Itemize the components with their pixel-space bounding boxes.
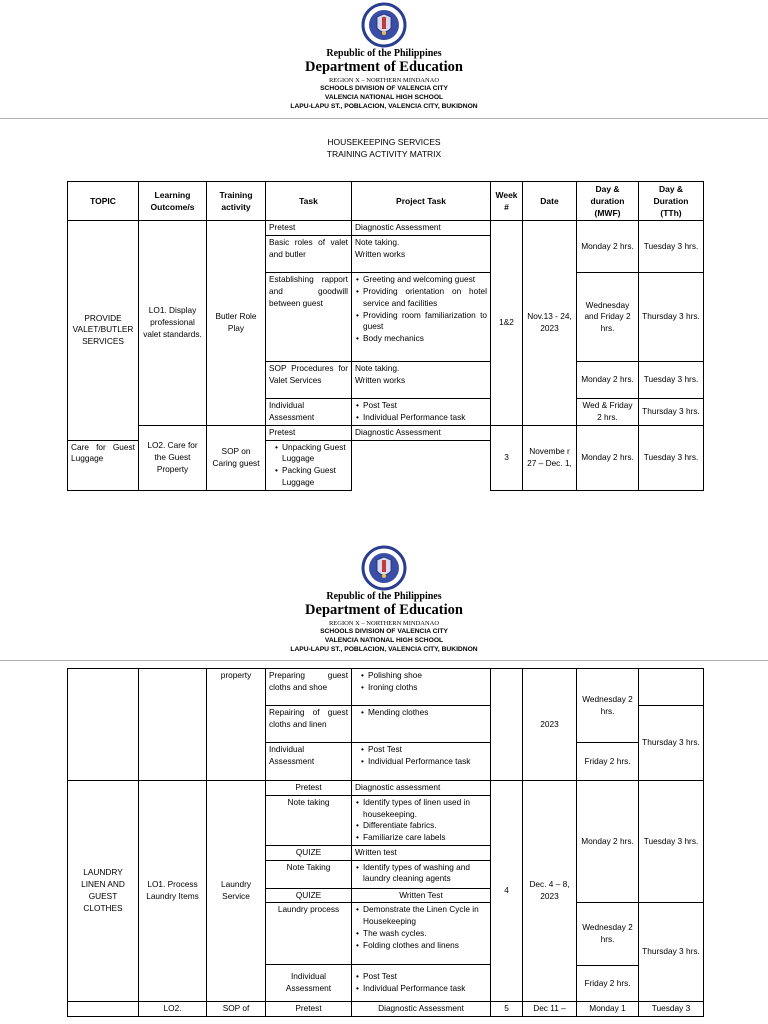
deped-seal-icon — [357, 545, 411, 591]
list-item: • Identify types of linen used in housekeeping. — [355, 797, 487, 821]
project-task-cell — [352, 399, 491, 426]
col-header-date: Date — [523, 182, 577, 221]
training-activity-cell: Butler Role Play — [207, 221, 266, 426]
tth-cell — [639, 669, 704, 706]
mwf-cell: Monday 1 — [577, 1001, 639, 1016]
list-item: • Body mechanics — [355, 333, 487, 345]
project-task-cell — [266, 440, 352, 490]
project-task-cell — [352, 860, 491, 888]
task-cell: Laundry process — [266, 903, 352, 965]
project-task-cell: Diagnostic Assessment — [352, 1001, 491, 1016]
tth-cell: Tuesday 3 hrs. — [639, 781, 704, 903]
table-row — [68, 1001, 704, 1016]
project-task-cell: Diagnostic assessment — [352, 781, 491, 796]
table-row — [68, 669, 704, 706]
col-header-mwf: Day & duration (MWF) — [577, 182, 639, 221]
task-cell: QUIZE — [266, 845, 352, 860]
school-label: VALENCIA NATIONAL HIGH SCHOOL — [324, 637, 444, 644]
date-cell: Nov.13 - 24, 2023 — [523, 221, 577, 426]
list-item: • Packing Guest Luggage — [274, 465, 348, 489]
tth-cell: Thursday 3 hrs. — [639, 399, 704, 426]
topic-cell: PROVIDE VALET/BUTLER SERVICES — [68, 221, 139, 440]
task-cell: Pretest — [266, 221, 352, 236]
project-task-cell — [352, 236, 491, 273]
project-task-cell — [352, 903, 491, 965]
task-cell: Repairing of guest cloths and linen — [266, 706, 352, 743]
project-task-cell — [352, 795, 491, 845]
mwf-cell: Wed & Friday 2 hrs. — [577, 399, 639, 426]
mwf-cell: Wednesday 2 hrs. — [577, 903, 639, 966]
task-cell: Preparing guest cloths and shoe — [266, 669, 352, 706]
list-item: • Folding clothes and linens — [355, 940, 487, 952]
list-item: • Unpacking Guest Luggage — [274, 442, 348, 466]
week-cell: 3 — [491, 425, 523, 490]
mwf-cell: Friday 2 hrs. — [577, 743, 639, 781]
table-row — [68, 221, 704, 236]
week-cell: 1&2 — [491, 221, 523, 426]
task-cell: Individual Assessment — [266, 965, 352, 1001]
task-cell: QUIZE — [266, 888, 352, 903]
mwf-cell: Monday 2 hrs. — [577, 362, 639, 399]
col-header-learning-outcome: Learning Outcome/s — [139, 182, 207, 221]
date-cell: 2023 — [523, 669, 577, 781]
learning-outcome-cell: LO2. — [139, 1001, 207, 1016]
task-cell: Care for Guest Luggage — [68, 440, 139, 490]
project-task-cell — [352, 706, 491, 743]
training-activity-cell: SOP on Caring guest — [207, 425, 266, 490]
project-task-cell: Written test — [352, 845, 491, 860]
table-row — [68, 425, 704, 440]
project-task-cell — [352, 965, 491, 1001]
list-item: • Providing orientation on hotel service and facilities — [355, 286, 487, 310]
division-label: SCHOOLS DIVISION OF VALENCIA CITY — [320, 85, 448, 92]
task-cell: Basic roles of valet and butler — [266, 236, 352, 273]
mwf-cell: Friday 2 hrs. — [577, 965, 639, 1001]
week-cell: 5 — [491, 1001, 523, 1016]
list-item: • Familiarize care labels — [355, 832, 487, 844]
deped-seal-icon — [357, 2, 411, 48]
list-item: • Post Test — [360, 744, 487, 756]
task-cell: Note Taking — [266, 860, 352, 888]
project-task-cell: Diagnostic Assessment — [352, 221, 491, 236]
task-cell: Establishing rapport and goodwill between guest — [266, 273, 352, 362]
list-item: • Ironing cloths — [360, 682, 487, 694]
project-task-line: Note taking. — [355, 237, 400, 248]
document-subtitle: TRAINING ACTIVITY MATRIX — [326, 149, 442, 159]
header-divider — [0, 660, 768, 661]
mwf-cell: Wednesday 2 hrs. — [577, 669, 639, 743]
topic-cell: LAUNDRY LINEN AND GUEST CLOTHES — [68, 781, 139, 1002]
col-header-topic: TOPIC — [68, 182, 139, 221]
training-activity-cell: property — [207, 669, 266, 781]
date-cell: Dec 11 – — [523, 1001, 577, 1016]
topic-cell — [68, 1001, 139, 1016]
learning-outcome-cell — [139, 669, 207, 781]
date-cell: Novembe r 27 – Dec. 1, — [523, 425, 577, 490]
col-header-training-activity: Training activity — [207, 182, 266, 221]
document-title: HOUSEKEEPING SERVICES — [327, 137, 441, 147]
project-task-cell: Written Test — [352, 888, 491, 903]
list-item: • Polishing shoe — [360, 670, 487, 682]
task-cell: Pretest — [266, 1001, 352, 1016]
list-item: • Individual Performance task — [360, 756, 487, 768]
task-cell: Individual Assessment — [266, 743, 352, 781]
project-task-line: Written works — [355, 374, 406, 385]
col-header-week: Week # — [491, 182, 523, 221]
address-label: LAPU-LAPU ST., POBLACION, VALENCIA CITY, BUKIDNON — [290, 103, 478, 110]
mwf-cell: Monday 2 hrs. — [577, 781, 639, 903]
project-task-cell: Diagnostic Assessment — [352, 425, 491, 440]
tth-cell: Thursday 3 hrs. — [639, 273, 704, 362]
table-row — [68, 781, 704, 796]
activity-matrix-table-page2 — [67, 668, 704, 1017]
week-cell: 4 — [491, 781, 523, 1002]
learning-outcome-cell: LO1. Process Laundry Items — [139, 781, 207, 1002]
list-item: • Greeting and welcoming guest — [355, 274, 487, 286]
learning-outcome-cell: LO1. Display professional valet standards. — [139, 221, 207, 426]
list-item: • Differentiate fabrics. — [355, 820, 487, 832]
region-label: REGION X – NORTHERN MINDANAO — [328, 620, 440, 627]
task-cell: Individual Assessment — [266, 399, 352, 426]
tth-cell: Thursday 3 hrs. — [639, 903, 704, 1002]
list-item: • The wash cycles. — [355, 928, 487, 940]
week-cell — [491, 669, 523, 781]
tth-cell: Tuesday 3 hrs. — [639, 362, 704, 399]
mwf-cell: Wednesday and Friday 2 hrs. — [577, 273, 639, 362]
address-label: LAPU-LAPU ST., POBLACION, VALENCIA CITY, BUKIDNON — [290, 646, 478, 653]
table-header-row — [68, 182, 704, 221]
list-item: • Post Test — [355, 971, 487, 983]
list-item: • Individual Performance task — [355, 412, 487, 424]
col-header-task: Task — [266, 182, 352, 221]
tth-cell: Thursday 3 hrs. — [639, 706, 704, 781]
learning-outcome-cell: LO2. Care for the Guest Property — [139, 425, 207, 490]
republic-label: Republic of the Philippines — [326, 591, 442, 602]
date-cell: Dec. 4 – 8, 2023 — [523, 781, 577, 1002]
mwf-cell: Monday 2 hrs. — [577, 425, 639, 490]
project-task-cell — [352, 669, 491, 706]
col-header-tth: Day & Duration (TTh) — [639, 182, 704, 221]
tth-cell: Tuesday 3 hrs. — [639, 425, 704, 490]
school-label: VALENCIA NATIONAL HIGH SCHOOL — [324, 94, 444, 101]
col-header-project-task: Project Task — [352, 182, 491, 221]
task-cell: Pretest — [266, 425, 352, 440]
list-item: • Providing room familiarization to guest — [355, 310, 487, 334]
training-activity-cell: Laundry Service — [207, 781, 266, 1002]
project-task-cell — [352, 362, 491, 399]
list-item: • Post Test — [355, 400, 487, 412]
topic-cell — [68, 669, 139, 781]
activity-matrix-table-page1 — [67, 181, 704, 491]
list-item: • Mending clothes — [360, 707, 487, 719]
project-task-line: Note taking. — [355, 363, 400, 374]
department-title: Department of Education — [305, 602, 463, 618]
project-task-line: Written works — [355, 248, 406, 259]
project-task-cell — [352, 743, 491, 781]
task-cell: Pretest — [266, 781, 352, 796]
tth-cell: Tuesday 3 — [639, 1001, 704, 1016]
mwf-cell: Monday 2 hrs. — [577, 221, 639, 273]
training-activity-cell: SOP of — [207, 1001, 266, 1016]
division-label: SCHOOLS DIVISION OF VALENCIA CITY — [320, 628, 448, 635]
list-item: • Identify types of washing and laundry cleaning agents — [355, 862, 487, 886]
list-item: • Demonstrate the Linen Cycle in Housekeeping — [355, 904, 487, 928]
task-cell: SOP Procedures for Valet Services — [266, 362, 352, 399]
region-label: REGION X – NORTHERN MINDANAO — [328, 77, 440, 84]
tth-cell: Tuesday 3 hrs. — [639, 221, 704, 273]
department-title: Department of Education — [305, 59, 463, 75]
task-cell: Note taking — [266, 795, 352, 845]
project-task-cell — [352, 273, 491, 362]
header-divider — [0, 118, 768, 119]
list-item: • Individual Performance task — [355, 983, 487, 995]
republic-label: Republic of the Philippines — [326, 48, 442, 59]
